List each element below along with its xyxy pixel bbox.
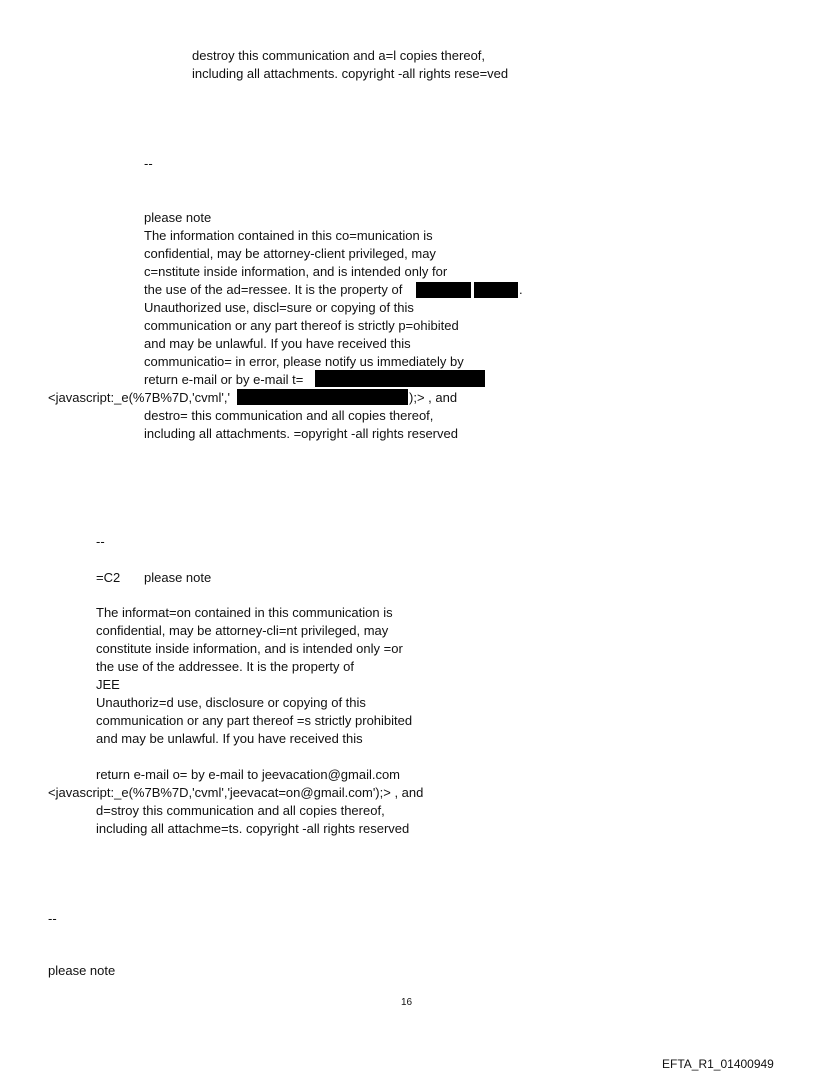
text-line: confidential, may be attorney-client privileged, may: [144, 246, 436, 261]
text-line: destroy this communication and a=l copies thereof,: [192, 48, 486, 63]
separator: --: [48, 911, 57, 926]
text-line: );> , and: [409, 390, 458, 405]
text-line: constitute inside information, and is intended only =or: [96, 641, 403, 656]
text-line: communication or any part thereof is strictly p=ohibited: [144, 318, 459, 333]
separator: --: [144, 156, 153, 171]
text-line: The informat=on contained in this communication is: [96, 605, 393, 620]
page-number: 16: [401, 997, 413, 1008]
text-line: including all attachments. =opyright -all rights reserved: [144, 426, 458, 441]
text-line: communicatio= in error, please notify us immediately by: [144, 354, 464, 369]
text-line: c=nstitute inside information, and is intended only for: [144, 264, 448, 279]
text-line: Unauthoriz=d use, disclosure or copying of this: [96, 695, 366, 710]
text-line: including all attachments. copyright -all rights rese=ved: [192, 66, 509, 81]
notice-heading: please note: [48, 963, 116, 978]
text-line: JEE: [96, 677, 120, 692]
separator: --: [96, 534, 105, 549]
text-line: The information contained in this co=munication is: [144, 228, 433, 243]
text-line: d=stroy this communication and all copies thereof,: [96, 803, 385, 818]
text-line: <javascript:_e(%7B%7D,'cvml','jeevacat=on@gmail.com');> , and: [48, 785, 424, 800]
document-id: EFTA_R1_01400949: [662, 1057, 774, 1071]
text-line: and may be unlawful. If you have received this: [96, 731, 363, 746]
text-line: communication or any part thereof =s strictly prohibited: [96, 713, 413, 728]
redaction-box: [237, 389, 408, 405]
text-line: and may be unlawful. If you have received this: [144, 336, 411, 351]
text-line: .: [519, 282, 523, 297]
redaction-box: [474, 282, 518, 298]
text-line: the use of the addressee. It is the property of: [96, 659, 354, 674]
redaction-box: [416, 282, 471, 298]
text-line: <javascript:_e(%7B%7D,'cvml',': [48, 390, 230, 405]
text-line: including all attachme=ts. copyright -all rights reserved: [96, 821, 410, 836]
notice-heading: please note: [144, 570, 212, 585]
text-line: the use of the ad=ressee. It is the property of: [144, 282, 403, 297]
notice-heading: please note: [144, 210, 212, 225]
text-line: return e-mail o= by e-mail to jeevacation@gmail.com: [96, 767, 401, 782]
encoded-prefix: =C2: [96, 570, 121, 585]
text-line: Unauthorized use, discl=sure or copying of this: [144, 300, 414, 315]
text-line: destro= this communication and all copies thereof,: [144, 408, 434, 423]
text-line: confidential, may be attorney-cli=nt privileged, may: [96, 623, 389, 638]
redaction-box: [315, 370, 485, 387]
text-line: return e-mail or by e-mail t=: [144, 372, 304, 387]
